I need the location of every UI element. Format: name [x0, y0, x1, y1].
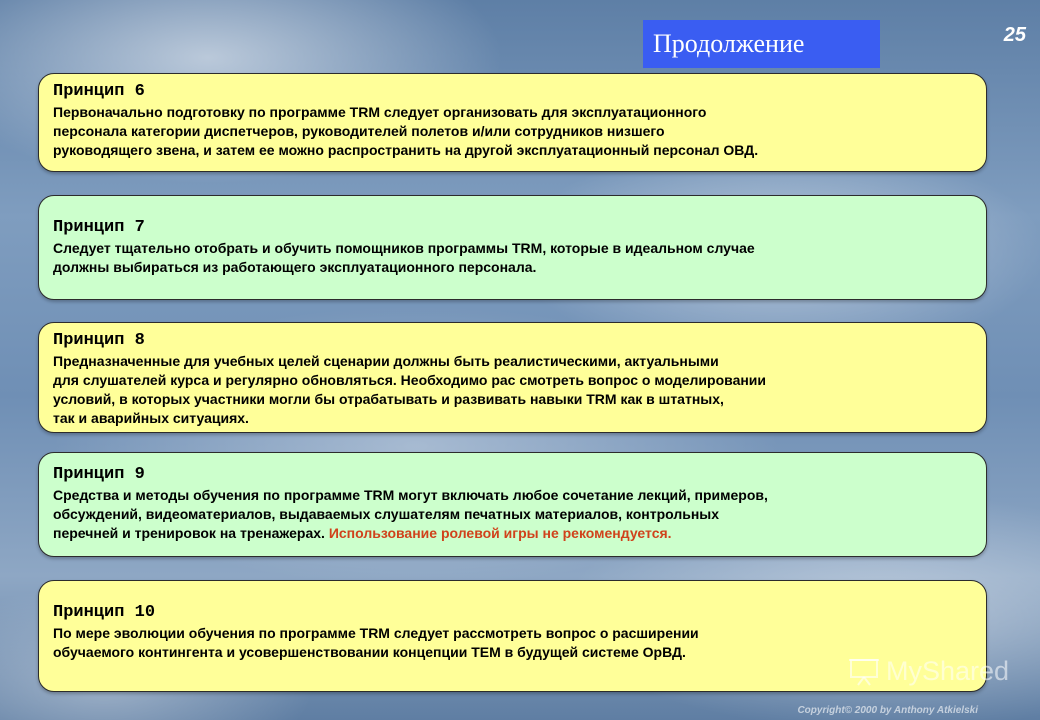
principle-body: По мере эволюции обучения по программе TRM следует рассмотреть вопрос о расширении обучаемого контингента и усовершенствовании концепции ТЕМ в будущей системе ОрВД. [53, 625, 699, 660]
principle-body-text: Средства и методы обучения по программе TRM могут включать любое сочетание лекций, примеров, обсуждений, видеоматериалов, выдаваемых слушателям печатных материалов, контрольных перечней и тренировок на тренажерах. [53, 487, 768, 541]
principle-card-7 [38, 195, 987, 300]
page-number: 25 [1003, 24, 1026, 46]
copyright-text: Copyright© 2000 by Anthony Atkielski [797, 705, 978, 716]
watermark-text: MyShared [886, 656, 1010, 686]
principle-title: Принцип 7 [53, 218, 145, 237]
principle-body [53, 486, 972, 543]
principle-title: Принцип 6 [53, 82, 145, 101]
presentation-icon [848, 657, 880, 687]
principle-card-6 [38, 73, 987, 172]
principle-title: Принцип 8 [53, 331, 145, 350]
principle-body: Следует тщательно отобрать и обучить помощников программы TRM, которые в идеальном случае должны выбираться из работающего эксплуатационного персонала. [53, 240, 755, 275]
principle-title: Принцип 9 [53, 465, 145, 484]
watermark [848, 656, 1009, 687]
title-box [643, 20, 880, 68]
principle-warning-text: Использование ролевой игры не рекомендуется. [328, 525, 672, 541]
principle-title: Принцип 10 [53, 603, 156, 622]
slide-title: Продолжение [653, 29, 805, 58]
principle-card-9 [38, 452, 987, 557]
principle-card-10 [38, 580, 987, 692]
principle-body: Первоначально подготовку по программе TRM следует организовать для эксплуатационного персонала категории диспетчеров, руководителей полетов и/или сотрудников низшего руководящего звена, и затем ее можно распространить на другой эксплуатационный персонал ОВД. [53, 104, 759, 158]
principle-body: Предназначенные для учебных целей сценарии должны быть реалистическими, актуальными для слушателей курса и регулярно обновляться. Необходимо рас смотреть вопрос о моделировании условий, в которых участники могли бы отрабатывать и развивать навыки TRM как в штатных, так и аварийных ситуациях. [53, 353, 767, 426]
principle-card-8 [38, 322, 987, 433]
